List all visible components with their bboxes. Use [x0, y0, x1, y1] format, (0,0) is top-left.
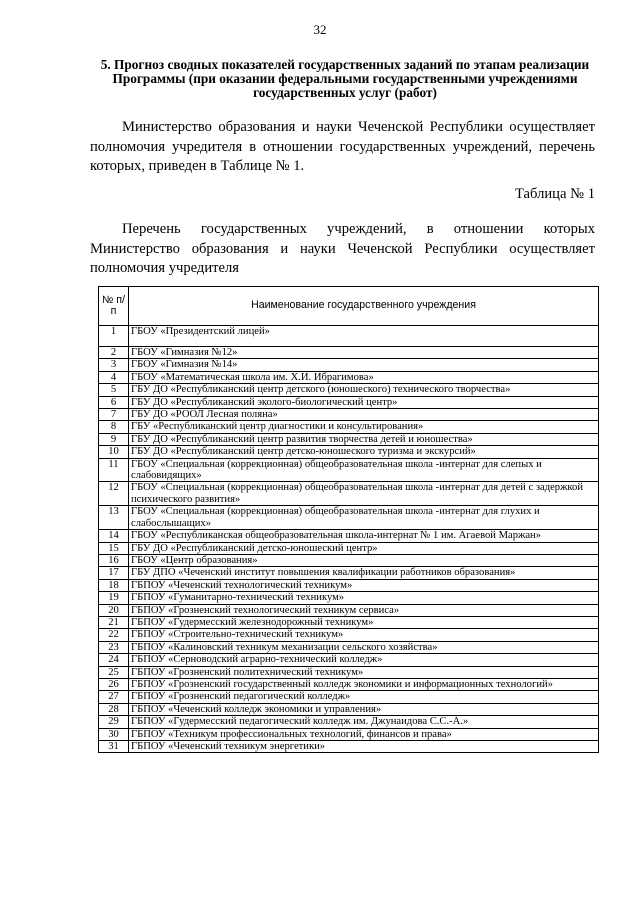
row-number: 16 — [99, 554, 129, 566]
table-row — [99, 482, 599, 506]
table-row — [99, 506, 599, 530]
row-number: 29 — [99, 716, 129, 728]
row-number: 28 — [99, 703, 129, 715]
row-number: 30 — [99, 728, 129, 740]
table-row — [99, 592, 599, 604]
institution-name: ГБОУ «Гимназия №12» — [129, 347, 599, 359]
institution-name: ГБПОУ «Строительно-технический техникум» — [129, 629, 599, 641]
intro-paragraph: Министерство образования и науки Чеченской Республики осуществляет полномочия учредителя в отношении государственных учреждений, перечень которых, приведен в Таблице № 1. — [90, 119, 595, 174]
row-number: 17 — [99, 567, 129, 579]
row-number: 8 — [99, 421, 129, 433]
row-number: 24 — [99, 654, 129, 666]
table-row — [99, 433, 599, 445]
institution-name: ГБУ ДПО «Чеченский институт повышения квалификации работников образования» — [129, 567, 599, 579]
institution-name: ГБОУ «Гимназия №14» — [129, 359, 599, 371]
institution-name: ГБПОУ «Гуманитарно-технический техникум» — [129, 592, 599, 604]
institution-name: ГБОУ «Республиканская общеобразовательная школа-интернат № 1 им. Агаевой Маржан» — [129, 530, 599, 542]
table-row — [99, 616, 599, 628]
table-row — [99, 604, 599, 616]
row-number: 11 — [99, 458, 129, 482]
institution-name: ГБУ «Республиканский центр диагностики и консультирования» — [129, 421, 599, 433]
table-row — [99, 716, 599, 728]
institution-name: ГБУ ДО «Республиканский центр детского (юношеского) технического творчества» — [129, 384, 599, 396]
table-row — [99, 629, 599, 641]
institution-name: ГБПОУ «Грозненский государственный колледж экономики и информационных технологий» — [129, 678, 599, 690]
table-row — [99, 666, 599, 678]
table-row — [99, 446, 599, 458]
row-number: 14 — [99, 530, 129, 542]
table-row — [99, 741, 599, 753]
header-name: Наименование государственного учреждения — [129, 287, 599, 326]
row-number: 3 — [99, 359, 129, 371]
row-number: 19 — [99, 592, 129, 604]
institution-name: ГБПОУ «Техникум профессиональных технологий, финансов и права» — [129, 728, 599, 740]
row-number: 2 — [99, 347, 129, 359]
row-number: 27 — [99, 691, 129, 703]
row-number: 22 — [99, 629, 129, 641]
table-row — [99, 654, 599, 666]
row-number: 4 — [99, 371, 129, 383]
row-number: 25 — [99, 666, 129, 678]
table-row — [99, 371, 599, 383]
table-row — [99, 554, 599, 566]
institution-name: ГБОУ «Специальная (коррекционная) общеобразовательная школа -интернат для глухих и слабослышащих» — [129, 506, 599, 530]
row-number: 10 — [99, 446, 129, 458]
table-row — [99, 396, 599, 408]
institution-name: ГБПОУ «Гудермесский педагогический колледж им. Джунаидова С.С.-А.» — [129, 716, 599, 728]
row-number: 12 — [99, 482, 129, 506]
table-row — [99, 641, 599, 653]
table-row — [99, 409, 599, 421]
institution-name: ГБПОУ «Чеченский колледж экономики и управления» — [129, 703, 599, 715]
table-row — [99, 458, 599, 482]
institution-name: ГБПОУ «Серноводский аграрно-технический колледж» — [129, 654, 599, 666]
table-row — [99, 530, 599, 542]
row-number: 15 — [99, 542, 129, 554]
page-number: 32 — [313, 22, 327, 37]
row-number: 18 — [99, 579, 129, 591]
institution-name: ГБПОУ «Чеченский техникум энергетики» — [129, 741, 599, 753]
institution-name: ГБУ ДО «Республиканский центр детско-юношеского туризма и экскурсий» — [129, 446, 599, 458]
table-row — [99, 326, 599, 347]
institution-name: ГБОУ «Математическая школа им. Х.И. Ибрагимова» — [129, 371, 599, 383]
institution-name: ГБПОУ «Гудермесский железнодорожный техникум» — [129, 616, 599, 628]
header-number: № п/п — [99, 287, 129, 326]
institutions-table — [98, 286, 599, 753]
table-header-row — [99, 287, 599, 326]
institution-name: ГБУ ДО «Республиканский центр развития творчества детей и юношества» — [129, 433, 599, 445]
row-number: 5 — [99, 384, 129, 396]
table-row — [99, 728, 599, 740]
list-paragraph: Перечень государственных учреждений, в отношении которых Министерство образования и науки Чеченской Республики осуществляет полномочия учредителя — [90, 221, 595, 276]
institution-name: ГБОУ «Специальная (коррекционная) общеобразовательная школа -интернат для детей с задержкой психического развития» — [129, 482, 599, 506]
institution-name: ГБПОУ «Грозненский политехнический техникум» — [129, 666, 599, 678]
table-row — [99, 421, 599, 433]
institution-name: ГБОУ «Специальная (коррекционная) общеобразовательная школа -интернат для слепых и слабовидящих» — [129, 458, 599, 482]
table-body — [99, 326, 599, 753]
row-number: 21 — [99, 616, 129, 628]
table-row — [99, 542, 599, 554]
institution-name: ГБОУ «Президентский лицей» — [129, 326, 599, 347]
table-row — [99, 359, 599, 371]
institution-name: ГБПОУ «Грозненский педагогический колледж» — [129, 691, 599, 703]
institution-name: ГБУ ДО «Республиканский детско-юношеский центр» — [129, 542, 599, 554]
table-row — [99, 384, 599, 396]
institution-name: ГБПОУ «Грозненский технологический техникум сервиса» — [129, 604, 599, 616]
table-row — [99, 347, 599, 359]
table-row — [99, 703, 599, 715]
row-number: 9 — [99, 433, 129, 445]
row-number: 1 — [99, 326, 129, 347]
table-row — [99, 567, 599, 579]
row-number: 7 — [99, 409, 129, 421]
row-number: 6 — [99, 396, 129, 408]
row-number: 31 — [99, 741, 129, 753]
table-row — [99, 691, 599, 703]
institution-name: ГБОУ «Центр образования» — [129, 554, 599, 566]
row-number: 13 — [99, 506, 129, 530]
row-number: 23 — [99, 641, 129, 653]
table-row — [99, 678, 599, 690]
row-number: 26 — [99, 678, 129, 690]
section-heading: 5. Прогноз сводных показателей государственных заданий по этапам реализации Программы (при оказании федеральными государственными учреждениями государственных услуг (работ) — [100, 57, 590, 100]
table-caption: Таблица № 1 — [515, 186, 595, 202]
institution-name: ГБУ ДО «РООЛ Лесная поляна» — [129, 409, 599, 421]
institution-name: ГБУ ДО «Республиканский эколого-биологический центр» — [129, 396, 599, 408]
institution-name: ГБПОУ «Чеченский технологический техникум» — [129, 579, 599, 591]
table-row — [99, 579, 599, 591]
institution-name: ГБПОУ «Калиновский техникум механизации сельского хозяйства» — [129, 641, 599, 653]
row-number: 20 — [99, 604, 129, 616]
